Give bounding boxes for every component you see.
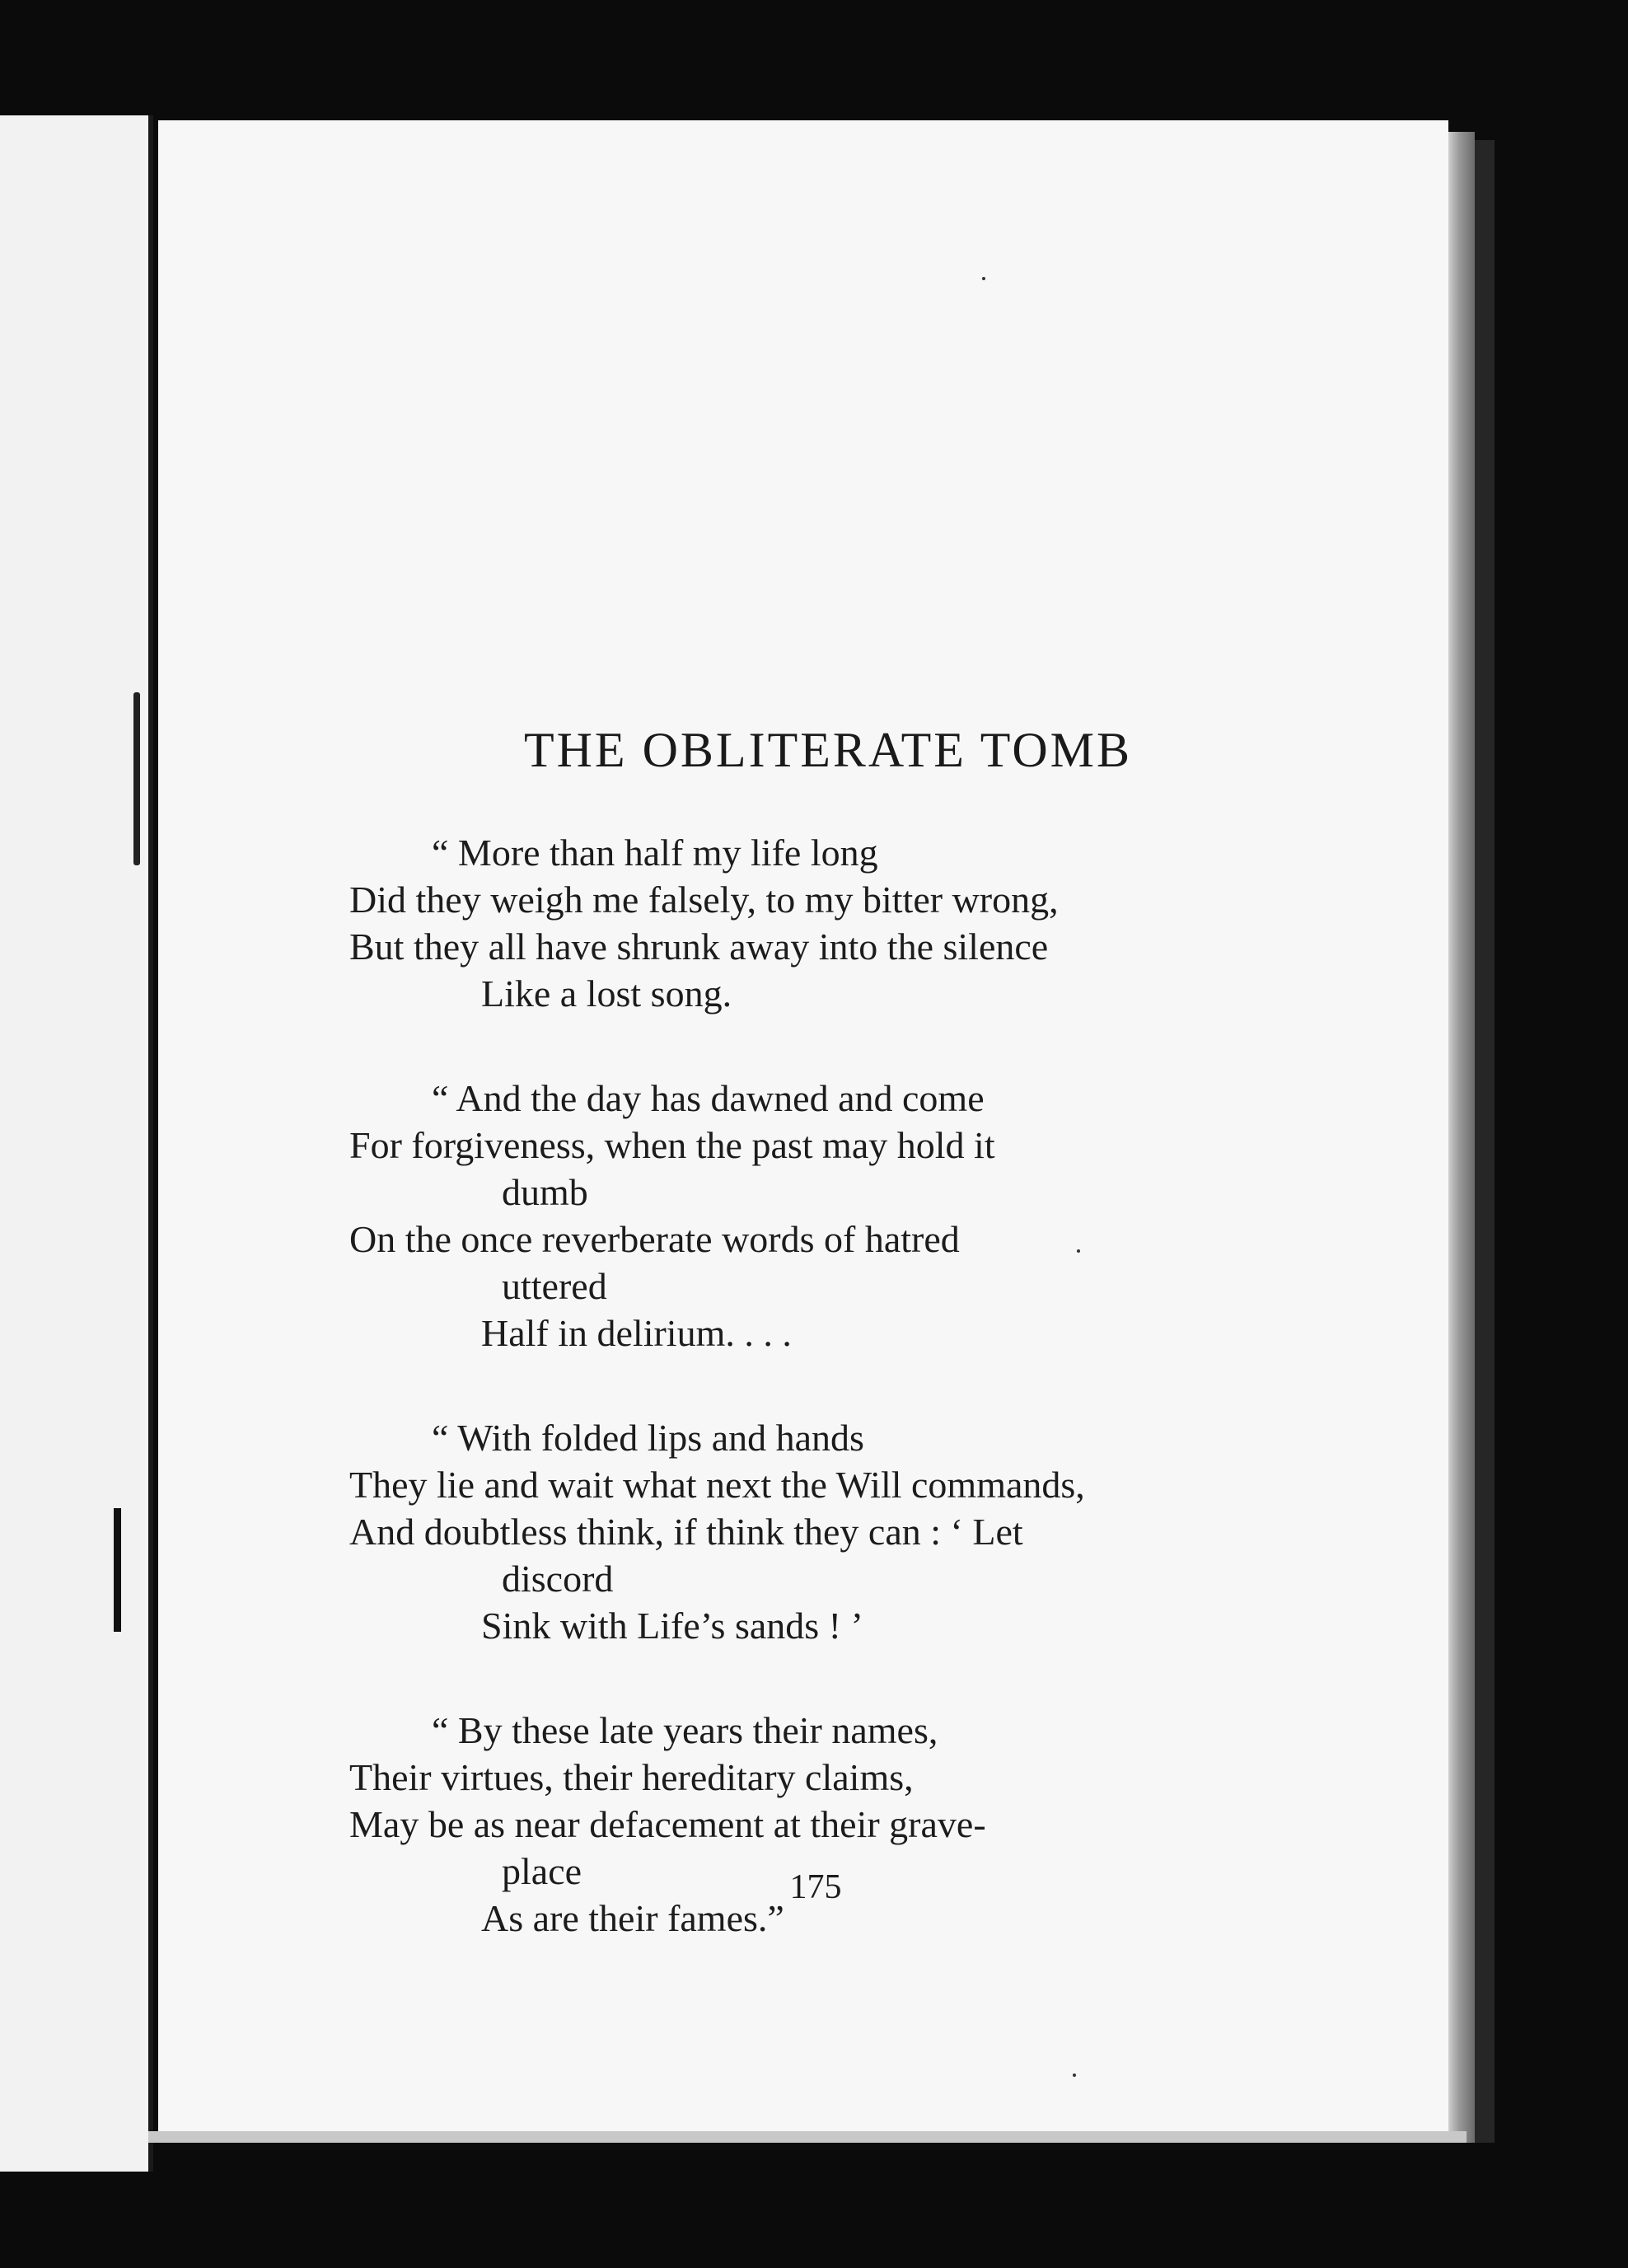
poem-line: “ And the day has dawned and come (432, 1077, 985, 1119)
facing-page (0, 115, 153, 2172)
stanza (349, 1414, 1289, 1649)
poem-line: Sink with Life’s sands ! ’ (481, 1605, 863, 1647)
poem-title: THE OBLITERATE TOMB (523, 723, 1133, 777)
poem-line: “ More than half my life long (432, 832, 878, 874)
poem-body (349, 829, 1289, 1999)
poem-line: Like a lost song. (481, 972, 732, 1015)
poem-line: May be as near defacement at their grave- (349, 1803, 986, 1845)
paper-speck (1077, 1249, 1080, 1253)
binding-mark (114, 1508, 121, 1632)
poem-line: uttered (502, 1265, 607, 1307)
poem-line: place (502, 1850, 582, 1892)
paper-speck (982, 277, 985, 280)
page-bottom-edge (148, 2131, 1467, 2143)
poem-line: Half in delirium. . . . (481, 1312, 792, 1354)
poem-line: Their virtues, their hereditary claims, (349, 1756, 914, 1798)
poem-line: But they all have shrunk away into the silence (349, 925, 1049, 968)
book-page (158, 120, 1448, 2131)
poem-line: On the once reverberate words of hatred (349, 1218, 960, 1260)
stanza (349, 1075, 1289, 1357)
stanza (349, 829, 1289, 1017)
facing-page-edge (148, 115, 153, 2172)
poem-line: discord (502, 1558, 614, 1600)
poem-line: And doubtless think, if think they can : ‘ Let (349, 1511, 1023, 1553)
book-cover-edge (1475, 140, 1495, 2143)
poem-line: Did they weigh me falsely, to my bitter wrong, (349, 879, 1059, 921)
page-number: 175 (789, 1868, 842, 1906)
paper-speck (1073, 2074, 1076, 2077)
poem-line: dumb (502, 1171, 588, 1213)
poem-line: “ With folded lips and hands (432, 1417, 864, 1459)
poem-line: “ By these late years their names, (432, 1709, 938, 1751)
poem-line: As are their fames.” (481, 1897, 784, 1939)
poem-line: They lie and wait what next the Will commands, (349, 1464, 1085, 1506)
page-block-edge (1448, 132, 1475, 2143)
binding-mark (133, 692, 140, 865)
poem-line: For forgiveness, when the past may hold it (349, 1124, 995, 1166)
